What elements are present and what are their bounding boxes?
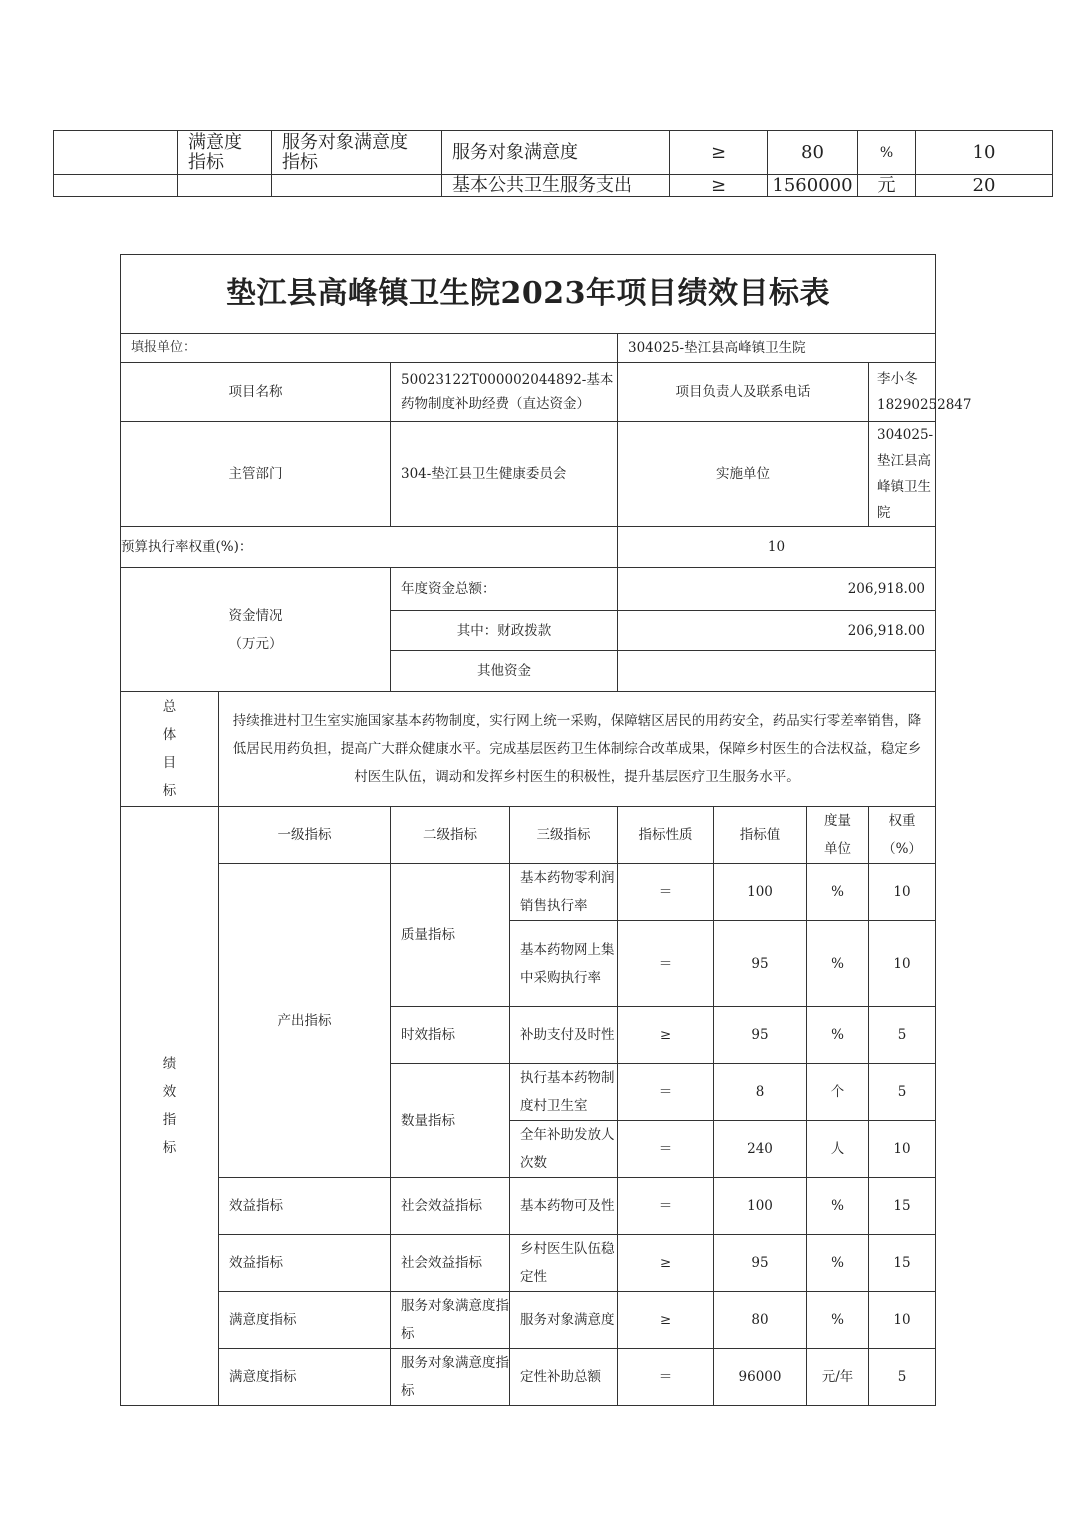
unit-cell: % bbox=[807, 1292, 869, 1349]
fiscal-label: 其中：财政拨款 bbox=[391, 611, 618, 651]
goal-label bbox=[121, 692, 219, 807]
value-cell: 95 bbox=[714, 1235, 807, 1292]
weight-cell: 5 bbox=[869, 1064, 936, 1121]
previous-indicator-table bbox=[53, 130, 1053, 197]
value-cell: 80 bbox=[768, 131, 858, 175]
level3-cell: 服务对象满意度 bbox=[510, 1292, 618, 1349]
indicator-cell: 服务对象满意度 bbox=[442, 131, 670, 175]
header-nature: 指标性质 bbox=[618, 807, 714, 864]
level3-cell: 基本药物零利润销售执行率 bbox=[510, 864, 618, 921]
header-weight: 权重 （%） bbox=[869, 807, 936, 864]
nature-cell: ≥ bbox=[618, 1235, 714, 1292]
weight-cell: 5 bbox=[869, 1349, 936, 1406]
funds-label-line2: （万元） bbox=[228, 635, 283, 652]
value-cell: 96000 bbox=[714, 1349, 807, 1406]
level2-cell: 时效指标 bbox=[391, 1007, 510, 1064]
header-level2: 二级指标 bbox=[391, 807, 510, 864]
nature-cell: ≥ bbox=[618, 1292, 714, 1349]
annual-total-value: 206,918.00 bbox=[618, 568, 936, 611]
contact-label: 项目负责人及联系电话 bbox=[618, 363, 869, 422]
value-cell: 1560000 bbox=[768, 175, 858, 197]
title-row bbox=[121, 255, 936, 334]
nature-cell: ≥ bbox=[670, 131, 768, 175]
level2-cell: 服务对象满意度指标 bbox=[391, 1292, 510, 1349]
level2-cell bbox=[178, 175, 272, 197]
level3-cell bbox=[272, 175, 442, 197]
other-funds-label: 其他资金 bbox=[391, 651, 618, 692]
contact-phone: 18290252847 bbox=[877, 397, 972, 413]
value-cell: 80 bbox=[714, 1292, 807, 1349]
level1-cell: 产出指标 bbox=[219, 864, 391, 1178]
perf-label-char: 效 bbox=[162, 1084, 177, 1100]
weight-cell: 5 bbox=[869, 1007, 936, 1064]
level1-cell: 效益指标 bbox=[219, 1178, 391, 1235]
header-value: 指标值 bbox=[714, 807, 807, 864]
level1-cell bbox=[54, 131, 178, 175]
performance-target-table bbox=[120, 254, 972, 1406]
project-name-row bbox=[121, 363, 936, 422]
unit-cell: % bbox=[858, 131, 916, 175]
level2-cell: 社会效益指标 bbox=[391, 1235, 510, 1292]
perf-label-char: 指 bbox=[162, 1112, 177, 1128]
unit-cell: 人 bbox=[807, 1121, 869, 1178]
goal-label-char: 标 bbox=[162, 783, 177, 799]
table-row bbox=[54, 175, 1053, 197]
contact-name: 李小冬 bbox=[877, 371, 918, 387]
dept-value: 304-垫江县卫生健康委员会 bbox=[391, 422, 618, 527]
level3-cell: 乡村医生队伍稳定性 bbox=[510, 1235, 618, 1292]
other-funds-value bbox=[618, 651, 936, 692]
goal-label-char: 目 bbox=[162, 755, 177, 771]
level3-cell: 执行基本药物制度村卫生室 bbox=[510, 1064, 618, 1121]
indicator-cell: 基本公共卫生服务支出 bbox=[442, 175, 670, 197]
level2-cell: 服务对象满意度指标 bbox=[391, 1349, 510, 1406]
level3-cell: 补助支付及时性 bbox=[510, 1007, 618, 1064]
header-level1: 一级指标 bbox=[219, 807, 391, 864]
weight-cell: 10 bbox=[869, 864, 936, 921]
funds-label-line1: 资金情况 bbox=[228, 607, 283, 624]
goal-label-char: 总 bbox=[162, 699, 177, 715]
unit-cell: % bbox=[807, 864, 869, 921]
unit-cell: % bbox=[807, 1007, 869, 1064]
table-row bbox=[121, 1178, 936, 1235]
department-row bbox=[121, 422, 936, 527]
value-cell: 8 bbox=[714, 1064, 807, 1121]
level1-cell: 满意度指标 bbox=[219, 1292, 391, 1349]
table-row bbox=[54, 131, 1053, 175]
weight-cell: 15 bbox=[869, 1178, 936, 1235]
weight-cell: 10 bbox=[916, 131, 1053, 175]
perf-label-char: 绩 bbox=[162, 1056, 177, 1072]
level2-cell: 满意度 指标 bbox=[178, 131, 272, 175]
filing-unit-row bbox=[121, 334, 936, 363]
funds-label bbox=[121, 568, 391, 692]
perf-label bbox=[121, 807, 219, 1406]
level2-cell: 数量指标 bbox=[391, 1064, 510, 1178]
project-name-label: 项目名称 bbox=[121, 363, 391, 422]
annual-total-label: 年度资金总额： bbox=[391, 568, 618, 611]
weight-cell: 10 bbox=[869, 1292, 936, 1349]
contact-cell bbox=[869, 363, 972, 422]
value-cell: 100 bbox=[714, 1178, 807, 1235]
unit-cell: 元/年 bbox=[807, 1349, 869, 1406]
header-unit: 度量 单位 bbox=[807, 807, 869, 864]
budget-weight-label: 预算执行率权重(%)： bbox=[121, 527, 618, 568]
value-cell: 95 bbox=[714, 921, 807, 1007]
level3-cell: 全年补助发放人次数 bbox=[510, 1121, 618, 1178]
goal-label-char: 体 bbox=[162, 727, 177, 743]
unit-cell: 元 bbox=[858, 175, 916, 197]
unit-cell: % bbox=[807, 921, 869, 1007]
table-row bbox=[121, 1292, 936, 1349]
indicator-header-row bbox=[121, 807, 936, 864]
table-row bbox=[121, 1235, 936, 1292]
value-cell: 95 bbox=[714, 1007, 807, 1064]
value-cell: 100 bbox=[714, 864, 807, 921]
budget-weight-row bbox=[121, 527, 936, 568]
filing-unit-value: 304025-垫江县高峰镇卫生院 bbox=[618, 334, 936, 363]
level2-cell: 质量指标 bbox=[391, 864, 510, 1007]
table-row bbox=[121, 864, 936, 921]
unit-cell: 个 bbox=[807, 1064, 869, 1121]
nature-cell: ≥ bbox=[618, 1007, 714, 1064]
level1-cell: 效益指标 bbox=[219, 1235, 391, 1292]
weight-cell: 15 bbox=[869, 1235, 936, 1292]
budget-weight-value: 10 bbox=[618, 527, 936, 568]
nature-cell: ＝ bbox=[618, 1121, 714, 1178]
unit-cell: % bbox=[807, 1235, 869, 1292]
impl-label: 实施单位 bbox=[618, 422, 869, 527]
nature-cell: ＝ bbox=[618, 1064, 714, 1121]
perf-label-char: 标 bbox=[162, 1140, 177, 1156]
weight-cell: 20 bbox=[916, 175, 1053, 197]
project-name-value: 50023122T000002044892-基本药物制度补助经费（直达资金） bbox=[391, 363, 618, 422]
filing-unit-label: 填报单位： bbox=[121, 334, 618, 363]
header-level3: 三级指标 bbox=[510, 807, 618, 864]
nature-cell: ＝ bbox=[618, 1178, 714, 1235]
page-title: 垫江县高峰镇卫生院2023年项目绩效目标表 bbox=[121, 255, 936, 334]
level3-cell: 基本药物可及性 bbox=[510, 1178, 618, 1235]
level3-cell: 服务对象满意度 指标 bbox=[272, 131, 442, 175]
level3-cell: 定性补助总额 bbox=[510, 1349, 618, 1406]
nature-cell: ＝ bbox=[618, 1349, 714, 1406]
value-cell: 240 bbox=[714, 1121, 807, 1178]
weight-cell: 10 bbox=[869, 921, 936, 1007]
nature-cell: ＝ bbox=[618, 921, 714, 1007]
dept-label: 主管部门 bbox=[121, 422, 391, 527]
unit-cell: % bbox=[807, 1178, 869, 1235]
impl-value: 304025-垫江县高峰镇卫生院 bbox=[869, 422, 936, 527]
weight-cell: 10 bbox=[869, 1121, 936, 1178]
nature-cell: ≥ bbox=[670, 175, 768, 197]
level2-cell: 社会效益指标 bbox=[391, 1178, 510, 1235]
funds-row bbox=[121, 568, 936, 611]
level1-cell: 满意度指标 bbox=[219, 1349, 391, 1406]
table-row bbox=[121, 1349, 936, 1406]
level1-cell bbox=[54, 175, 178, 197]
goal-row bbox=[121, 692, 936, 807]
nature-cell: ＝ bbox=[618, 864, 714, 921]
fiscal-value: 206,918.00 bbox=[618, 611, 936, 651]
level3-cell: 基本药物网上集中采购执行率 bbox=[510, 921, 618, 1007]
goal-text: 持续推进村卫生室实施国家基本药物制度，实行网上统一采购，保障辖区居民的用药安全，药品实行零差率销售，降低居民用药负担，提高广大群众健康水平。完成基层医药卫生体制综合改革成果，保障乡村医生的合法权益，稳定乡村医生队伍，调动和发挥乡村医生的积极性，提升基层医疗卫生服务水平。 bbox=[219, 692, 936, 807]
